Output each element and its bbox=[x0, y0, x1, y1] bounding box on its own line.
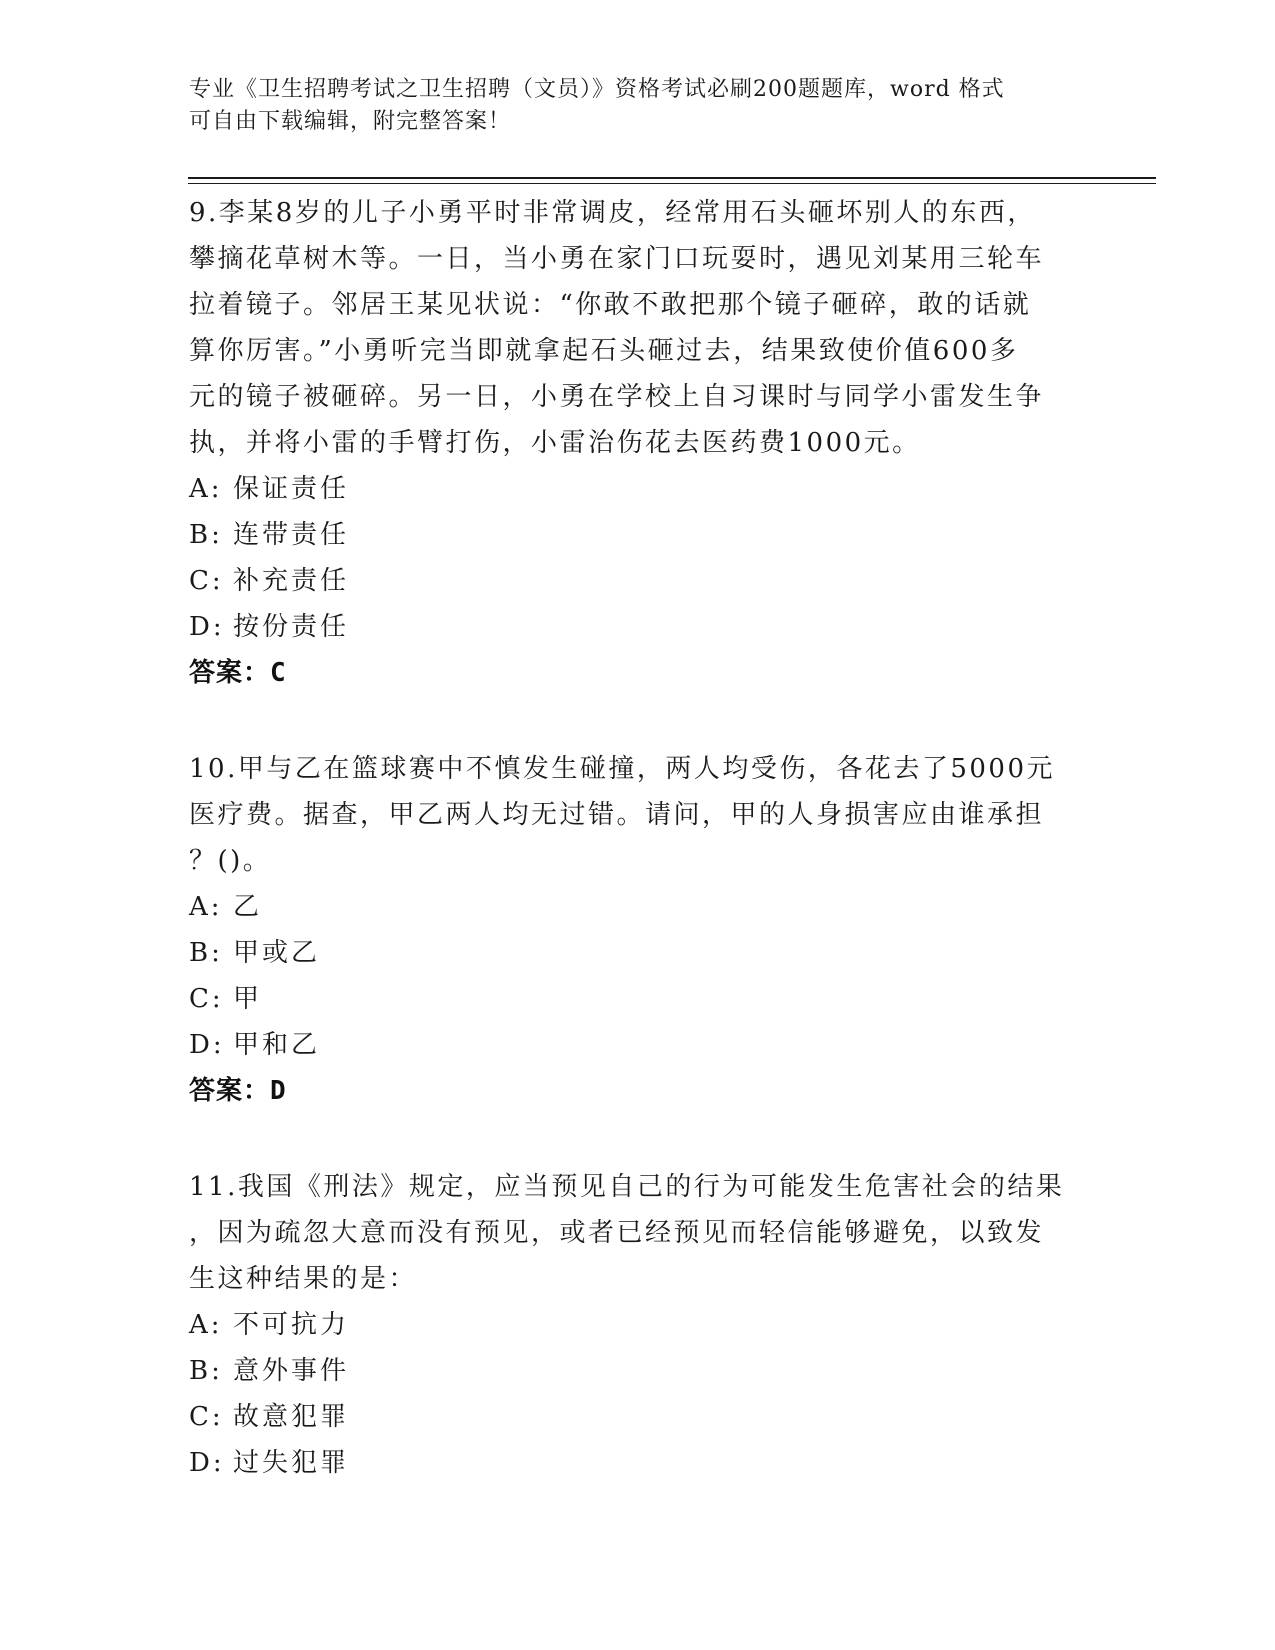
question-list bbox=[189, 190, 1089, 1536]
option-key: D: bbox=[189, 1030, 225, 1060]
option-c bbox=[189, 558, 1089, 604]
question-text-line: ？()。 bbox=[189, 846, 272, 876]
option-c bbox=[189, 976, 1089, 1022]
option-key: B: bbox=[189, 520, 223, 550]
option-text: 甲 bbox=[233, 984, 263, 1014]
option-text: 甲和乙 bbox=[233, 1030, 321, 1060]
question-text-line: 算你厉害。”小勇听完当即就拿起石头砸过去，结果致使价值600多 bbox=[189, 336, 1019, 366]
option-text: 故意犯罪 bbox=[233, 1402, 350, 1432]
header-line-1: 专业《卫生招聘考试之卫生招聘（文员）》资格考试必刷200题题库，word 格式 bbox=[189, 77, 1005, 102]
option-text: 乙 bbox=[233, 892, 263, 922]
option-b bbox=[189, 930, 1089, 976]
answer-line: 答案：D bbox=[189, 1076, 287, 1106]
option-b bbox=[189, 512, 1089, 558]
question-text-line: 执，并将小雷的手臂打伤，小雷治伤花去医药费1000元。 bbox=[189, 428, 921, 458]
option-a bbox=[189, 884, 1089, 930]
question-text-line: 拉着镜子。邻居王某见状说：“你敢不敢把那个镜子砸碎，敢的话就 bbox=[189, 290, 1032, 320]
option-text: 连带责任 bbox=[233, 520, 350, 550]
header-divider-thin bbox=[188, 183, 1156, 184]
option-text: 过失犯罪 bbox=[233, 1448, 350, 1478]
option-key: A: bbox=[189, 474, 223, 504]
option-key: D: bbox=[189, 612, 225, 642]
option-d bbox=[189, 1022, 1089, 1068]
option-text: 保证责任 bbox=[233, 474, 350, 504]
question-9 bbox=[189, 190, 1089, 696]
question-text-line: 11.我国《刑法》规定，应当预见自己的行为可能发生危害社会的结果 bbox=[189, 1172, 1065, 1202]
question-text-line: 生这种结果的是： bbox=[189, 1264, 418, 1294]
answer-line: 答案：C bbox=[189, 658, 287, 688]
option-key: C: bbox=[189, 984, 224, 1014]
option-a bbox=[189, 466, 1089, 512]
option-text: 按份责任 bbox=[233, 612, 350, 642]
question-11 bbox=[189, 1164, 1089, 1486]
option-key: A: bbox=[189, 892, 223, 922]
option-text: 补充责任 bbox=[233, 566, 350, 596]
question-text-line: 医疗费。据查，甲乙两人均无过错。请问，甲的人身损害应由谁承担 bbox=[189, 800, 1045, 830]
option-c bbox=[189, 1394, 1089, 1440]
question-10 bbox=[189, 746, 1089, 1114]
option-key: A: bbox=[189, 1310, 223, 1340]
question-text-line: 10.甲与乙在篮球赛中不慎发生碰撞，两人均受伤，各花去了5000元 bbox=[189, 754, 1056, 784]
question-text-line: 元的镜子被砸碎。另一日，小勇在学校上自习课时与同学小雷发生争 bbox=[189, 382, 1045, 412]
header-line-2: 可自由下载编辑，附完整答案！ bbox=[189, 109, 512, 134]
option-text: 意外事件 bbox=[233, 1356, 350, 1386]
option-a bbox=[189, 1302, 1089, 1348]
document-header bbox=[189, 74, 1089, 138]
option-b bbox=[189, 1348, 1089, 1394]
option-d bbox=[189, 604, 1089, 650]
option-key: D: bbox=[189, 1448, 225, 1478]
question-text-line: 攀摘花草树木等。一日，当小勇在家门口玩耍时，遇见刘某用三轮车 bbox=[189, 244, 1045, 274]
option-key: B: bbox=[189, 938, 223, 968]
option-key: C: bbox=[189, 1402, 224, 1432]
question-text-line: 9.李某8岁的儿子小勇平时非常调皮，经常用石头砸坏别人的东西， bbox=[189, 198, 1036, 228]
question-text-line: ，因为疏忽大意而没有预见，或者已经预见而轻信能够避免，以致发 bbox=[189, 1218, 1045, 1248]
option-text: 甲或乙 bbox=[233, 938, 321, 968]
option-key: B: bbox=[189, 1356, 223, 1386]
header-divider-thick bbox=[188, 177, 1156, 179]
option-d bbox=[189, 1440, 1089, 1486]
option-key: C: bbox=[189, 566, 224, 596]
option-text: 不可抗力 bbox=[233, 1310, 350, 1340]
